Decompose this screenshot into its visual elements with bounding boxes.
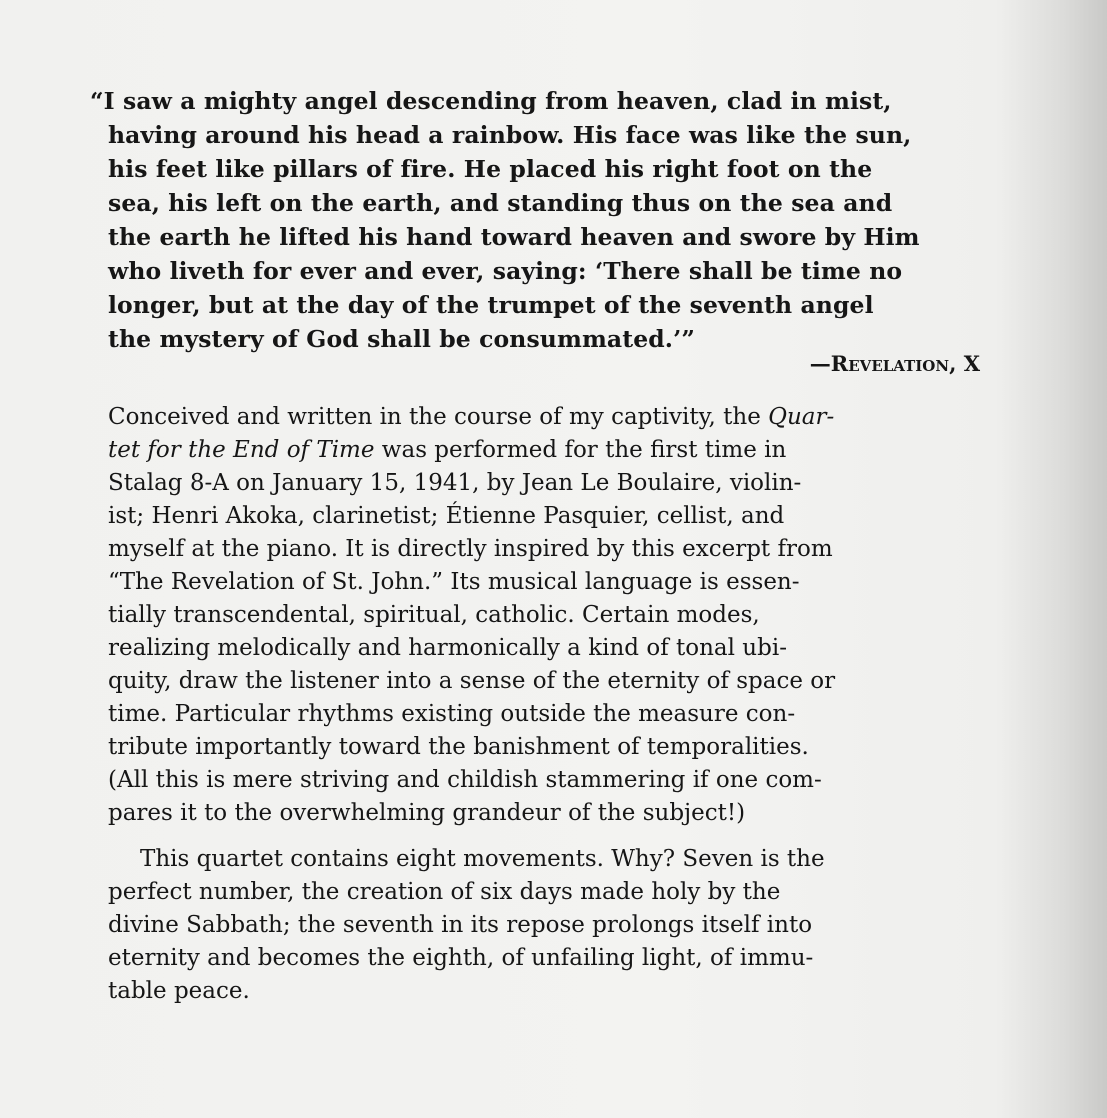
paragraph-line: Stalag 8-A on January 15, 1941, by Jean Le Boulaire, violin- [108, 470, 802, 496]
paragraph-line: myself at the piano. It is directly inspired by this excerpt from [108, 536, 833, 562]
paragraph-line: tribute importantly toward the banishment of temporalities. [108, 734, 809, 760]
epigraph-line: his feet like pillars of fire. He placed his right foot on the [108, 155, 873, 183]
epigraph-line: sea, his left on the earth, and standing thus on the sea and [108, 189, 893, 217]
paragraph-line: (All this is mere striving and childish stammering if one com- [108, 767, 822, 793]
paragraph-premiere [108, 401, 980, 830]
paragraph-text: Conceived and written in the course of my captivity, the [108, 404, 769, 430]
paragraph-line [108, 434, 980, 467]
paragraph-line: This quartet contains eight movements. Why? Seven is the [140, 846, 825, 872]
epigraph-line: having around his head a rainbow. His face was like the sun, [108, 121, 912, 149]
paragraph-line: realizing melodically and harmonically a kind of tonal ubi- [108, 635, 787, 661]
paragraph-line [108, 401, 980, 434]
epigraph-line: longer, but at the day of the trumpet of the seventh angel [108, 291, 874, 319]
paragraph-text: was performed for the first time in [374, 437, 787, 463]
work-title-italic: Quar- [768, 404, 835, 430]
work-title-italic: tet for the End of Time [108, 437, 375, 463]
paragraph-line: tially transcendental, spiritual, catholic. Certain modes, [108, 602, 760, 628]
paragraph-line: perfect number, the creation of six days made holy by the [108, 879, 781, 905]
paragraph-line: divine Sabbath; the seventh in its repose prolongs itself into [108, 912, 813, 938]
paragraph-line: ist; Henri Akoka, clarinetist; Étienne Pasquier, cellist, and [108, 503, 785, 529]
epigraph-quote [90, 84, 980, 356]
paragraph-movements [108, 843, 980, 1008]
epigraph-line: the earth he lifted his hand toward heaven and swore by Him [108, 223, 920, 251]
paragraph-line: time. Particular rhythms existing outside the measure con- [108, 701, 796, 727]
epigraph-line: who liveth for ever and ever, saying: ‘There shall be time no [108, 257, 903, 285]
paragraph-line: table peace. [108, 978, 250, 1004]
paragraph-line: pares it to the overwhelming grandeur of the subject!) [108, 800, 746, 826]
paragraph-line: “The Revelation of St. John.” Its musical language is essen- [108, 569, 800, 595]
paragraph-line: eternity and becomes the eighth, of unfailing light, of immu- [108, 945, 814, 971]
epigraph-line: the mystery of God shall be consummated.’” [108, 325, 695, 353]
epigraph-line: “I saw a mighty angel descending from heaven, clad in mist, [90, 87, 892, 115]
paragraph-line: quity, draw the listener into a sense of the eternity of space or [108, 668, 836, 694]
epigraph-attribution: —Revelation, X [809, 351, 980, 376]
